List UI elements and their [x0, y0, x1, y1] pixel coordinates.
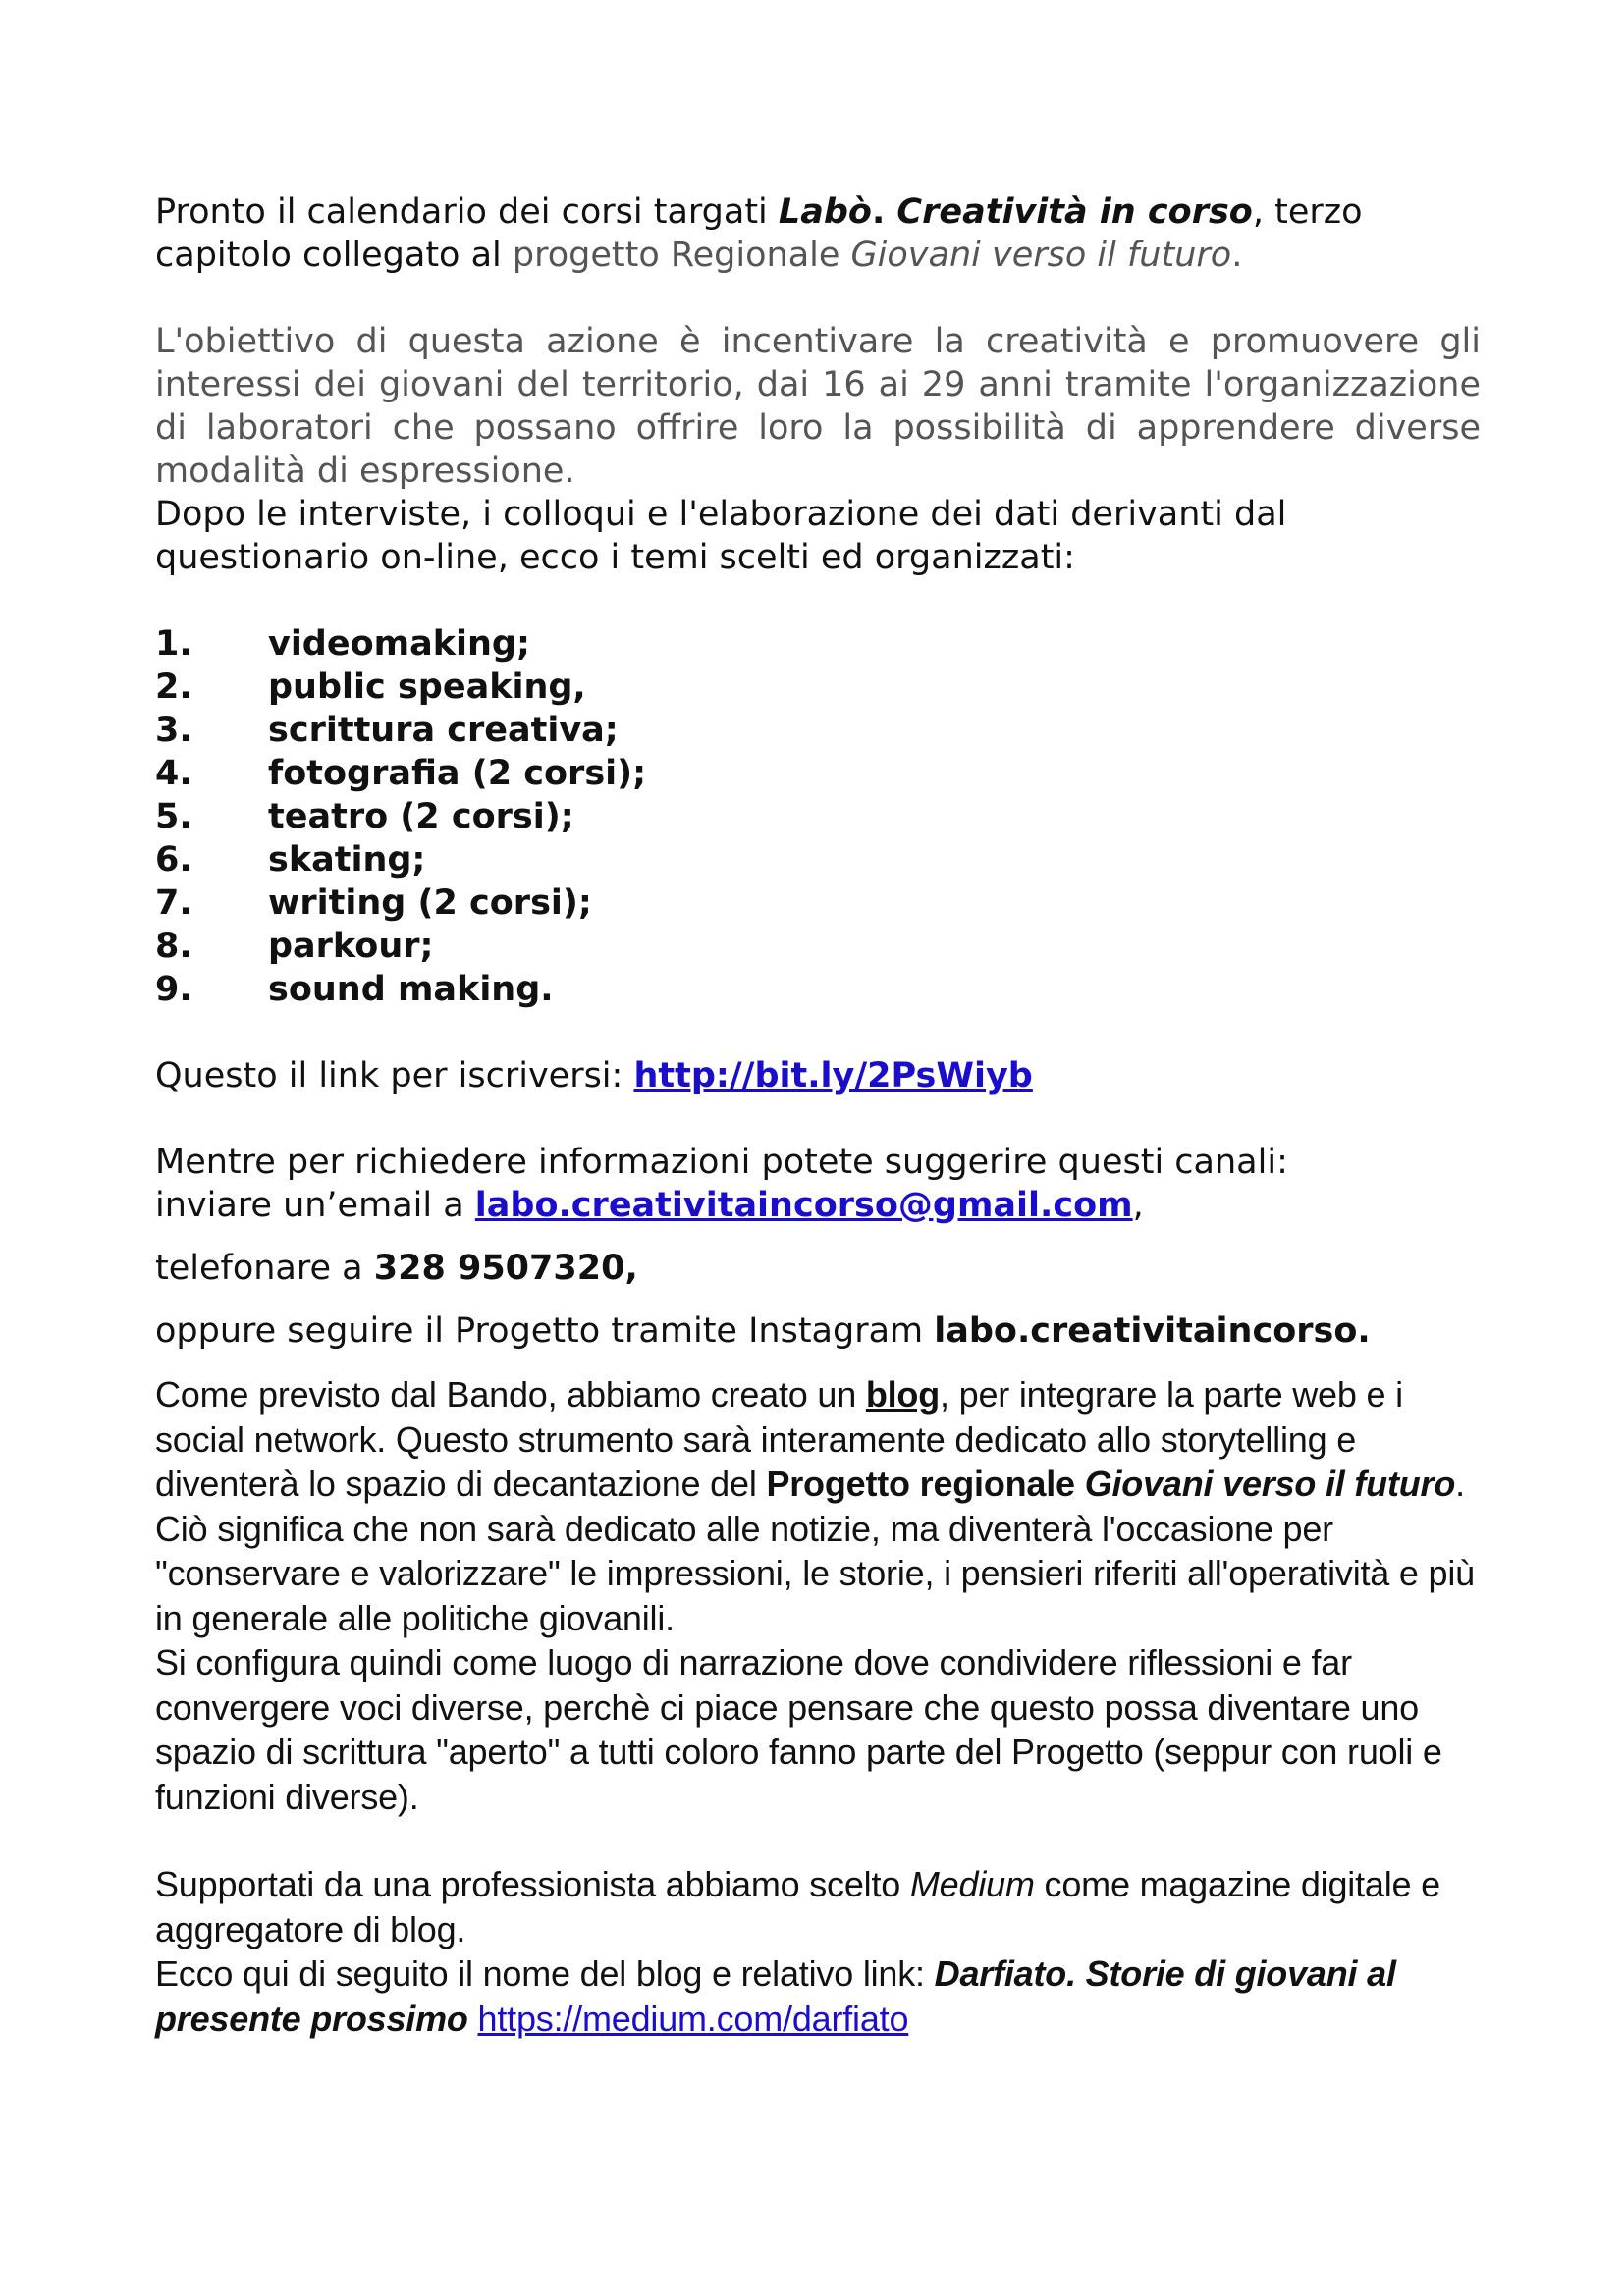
blog-text: Come previsto dal Bando, abbiamo creato un [155, 1374, 866, 1415]
medium-paragraph [155, 1862, 1481, 1951]
list-label: public speaking, [268, 667, 586, 707]
instagram-prefix: oppure seguire il Progetto tramite Instagram [155, 1311, 935, 1351]
list-label: skating; [268, 840, 426, 880]
list-number: 4. [155, 754, 192, 793]
darfiato-title: Darfiato. Storie di giovani al presente prossimo [155, 1953, 1396, 2039]
phone-number: 328 9507320, [373, 1249, 638, 1288]
email-prefix: inviare un’email a [155, 1186, 475, 1225]
blog-name-text: Ecco qui di seguito il nome del blog e relativo link: [155, 1953, 935, 1994]
topics-list [155, 622, 1481, 1011]
after-interviews-paragraph: Dopo le interviste, i colloqui e l'elaborazione dei dati derivanti dal questionario on-line, ecco i temi scelti ed organizzati: [155, 495, 1287, 577]
signup-text: Questo il link per iscriversi: [155, 1056, 634, 1095]
labo-name: Labò [778, 192, 872, 232]
list-label: parkour; [268, 927, 434, 966]
phone-paragraph [155, 1247, 1481, 1290]
list-number: 1. [155, 624, 192, 664]
objective-paragraph: L'obiettivo di questa azione è incentivare la creatività e promuovere gli interessi dei giovani del territorio, dai 16 ai 29 anni tramite l'organizzazione di laboratori che possano offrire loro la possibilità di apprendere diverse modalità di espressione. [155, 322, 1481, 491]
blog-paragraph-2: Si configura quindi come luogo di narrazione dove condividere riflessioni e far convergere voci diverse, perchè ci piace pensare che questo possa diventare uno spazio di scrittura "aperto" a tutti coloro fanno parte del Progetto (seppur con ruoli e funzioni diverse). [155, 1642, 1442, 1817]
list-item [155, 881, 1481, 925]
giovani-title: Giovani verso il futuro [850, 236, 1232, 275]
blog-link[interactable]: blog [865, 1374, 941, 1415]
email-suffix: , [1132, 1186, 1144, 1225]
intro-paragraph [155, 190, 1481, 277]
signup-paragraph [155, 1054, 1481, 1097]
progetto-regionale-bold: Progetto regionale [766, 1464, 1085, 1504]
email-link[interactable]: labo.creativitaincorso@gmail.com [474, 1186, 1133, 1225]
info-line: Mentre per richiedere informazioni potete suggerire questi canali: [155, 1143, 1288, 1182]
medium-name: Medium [909, 1864, 1035, 1904]
list-label: videomaking; [268, 624, 530, 664]
medium-link[interactable]: https://medium.com/darfiato [477, 1998, 909, 2039]
medium-text-2: come magazine digitale e aggregatore di blog. [155, 1864, 1440, 1949]
signup-link[interactable]: http://bit.ly/2PsWiyb [633, 1056, 1033, 1095]
document-body [155, 190, 1481, 2041]
list-number: 2. [155, 667, 192, 707]
list-item [155, 666, 1481, 709]
progetto-regionale: progetto Regionale [512, 236, 851, 275]
info-paragraph [155, 1141, 1481, 1227]
list-number: 8. [155, 927, 192, 966]
list-item [155, 709, 1481, 752]
blog-name-paragraph [155, 1951, 1481, 2041]
spacer [468, 1999, 478, 2039]
list-number: 7. [155, 883, 192, 923]
blog-section [155, 1372, 1481, 2041]
blog-text-2: , per integrare la parte web e i social network. Questo strumento sarà interamente dedicato allo storytelling e diventerà lo spazio di decantazione del [155, 1374, 1403, 1504]
phone-prefix: telefonare a [155, 1249, 374, 1288]
list-label: teatro (2 corsi); [268, 797, 574, 836]
intro-dot: . [871, 192, 897, 232]
list-item [155, 622, 1481, 666]
blog-text-3: . Ciò significa che non sarà dedicato alle notizie, ma diventerà l'occasione per "conservare e valorizzare" le impressioni, le storie, i pensieri riferiti all'operatività e più in generale alle politiche giovanili. [155, 1464, 1475, 1638]
blog-paragraph [155, 1372, 1481, 1640]
instagram-handle: labo.creativitaincorso. [934, 1311, 1371, 1351]
list-number: 3. [155, 711, 192, 750]
intro-text-2: , terzo capitolo collegato al [155, 192, 1363, 275]
list-label: writing (2 corsi); [268, 883, 592, 923]
list-label: fotografia (2 corsi); [268, 754, 647, 793]
list-item [155, 752, 1481, 795]
list-number: 9. [155, 970, 192, 1009]
list-number: 5. [155, 797, 192, 836]
list-label: sound making. [268, 970, 554, 1009]
medium-text: Supportati da una professionista abbiamo scelto [155, 1864, 910, 1904]
list-item [155, 968, 1481, 1011]
giovani-title-blog: Giovani verso il futuro [1084, 1464, 1456, 1504]
creativita-title: Creatività in corso [896, 192, 1253, 232]
list-item [155, 838, 1481, 881]
intro-end: . [1231, 236, 1243, 275]
list-number: 6. [155, 840, 192, 880]
list-item [155, 795, 1481, 838]
intro-text: Pronto il calendario dei corsi targati [155, 192, 779, 232]
instagram-paragraph [155, 1309, 1481, 1353]
list-item [155, 925, 1481, 968]
list-label: scrittura creativa; [268, 711, 619, 750]
